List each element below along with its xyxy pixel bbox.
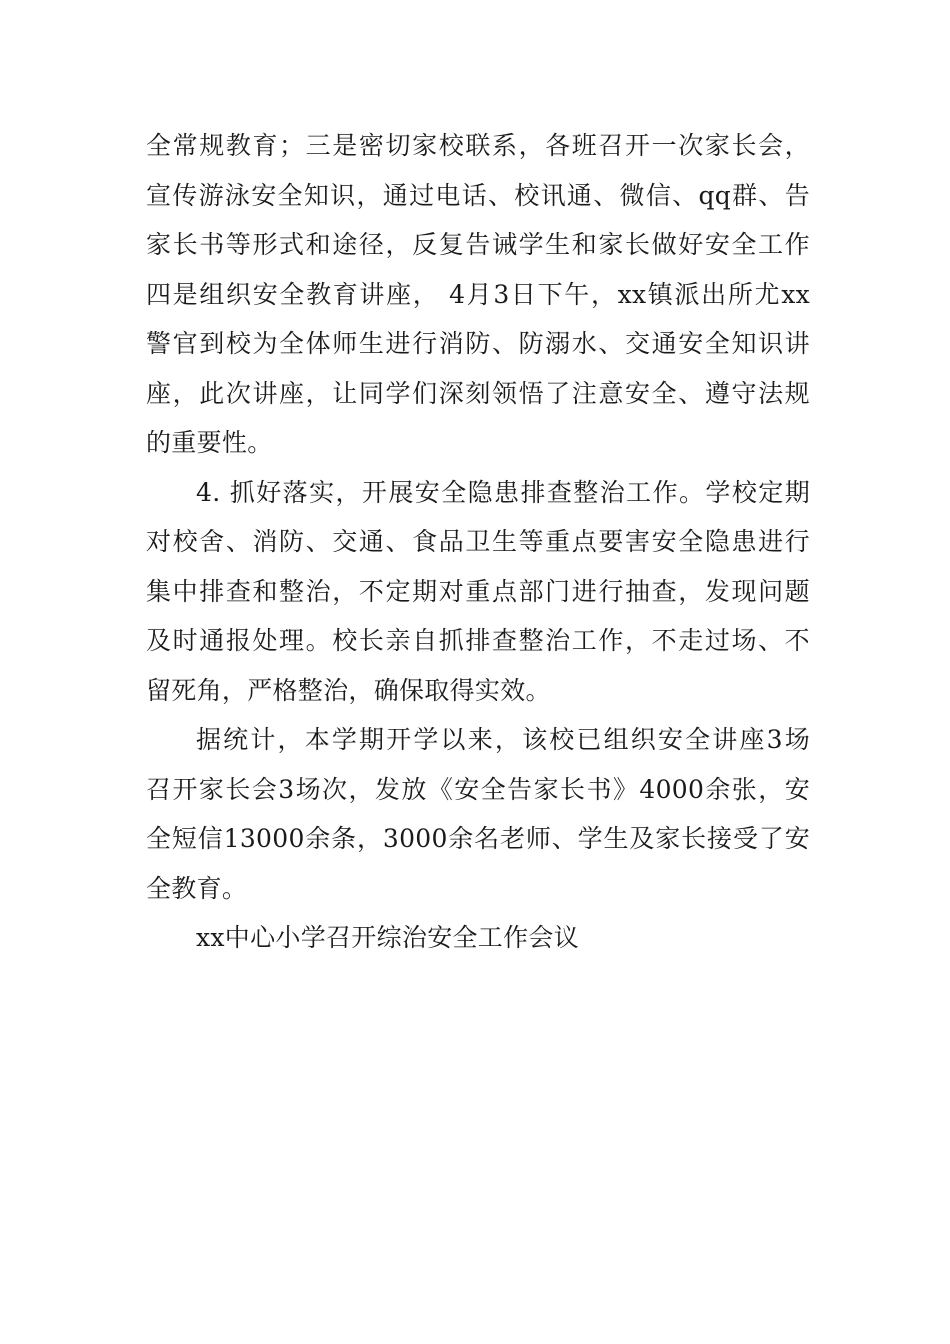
text-line: 全短信13000余条，3000余名老师、学生及家长接受了安	[146, 824, 810, 853]
text-line: 4. 抓好落实，开展安全隐患排查整治工作。学校定期	[196, 477, 810, 507]
text-line: 座，此次讲座，让同学们深刻领悟了注意安全、遵守法规	[146, 378, 810, 408]
text-line: 集中排查和整治，不定期对重点部门进行抽查，发现问题	[146, 576, 810, 606]
document-body	[146, 121, 810, 963]
paragraph-hazard-inspection	[146, 468, 810, 716]
text-line: 的重要性。	[146, 428, 273, 457]
paragraph-safety-education	[146, 121, 810, 468]
text-line: 宣传游泳安全知识，通过电话、校讯通、微信、qq群、告	[146, 180, 810, 210]
text-line: 据统计，本学期开学以来，该校已组织安全讲座3场	[196, 725, 810, 754]
text-line: 四是组织安全教育讲座， 4月3日下午，xx镇派出所尤xx	[146, 279, 810, 309]
text-line: 留死角，严格整治，确保取得实效。	[146, 675, 551, 705]
text-line: 警官到校为全体师生进行消防、防溺水、交通安全知识讲	[146, 329, 810, 358]
text-line: 召开家长会3场次，发放《安全告家长书》4000余张，安	[146, 774, 810, 804]
section-heading: xx中心小学召开综治安全工作会议	[196, 923, 579, 952]
text-line: 全教育。	[146, 873, 248, 903]
paragraph-meeting-title	[146, 913, 810, 963]
paragraph-statistics	[146, 715, 810, 913]
text-line: 及时通报处理。校长亲自抓排查整治工作，不走过场、不	[146, 626, 810, 655]
text-line: 对校舍、消防、交通、食品卫生等重点要害安全隐患进行	[146, 527, 810, 556]
text-line: 家长书等形式和途径，反复告诫学生和家长做好安全工作	[146, 230, 810, 259]
text-line: 全常规教育；三是密切家校联系，各班召开一次家长会，	[146, 131, 810, 160]
